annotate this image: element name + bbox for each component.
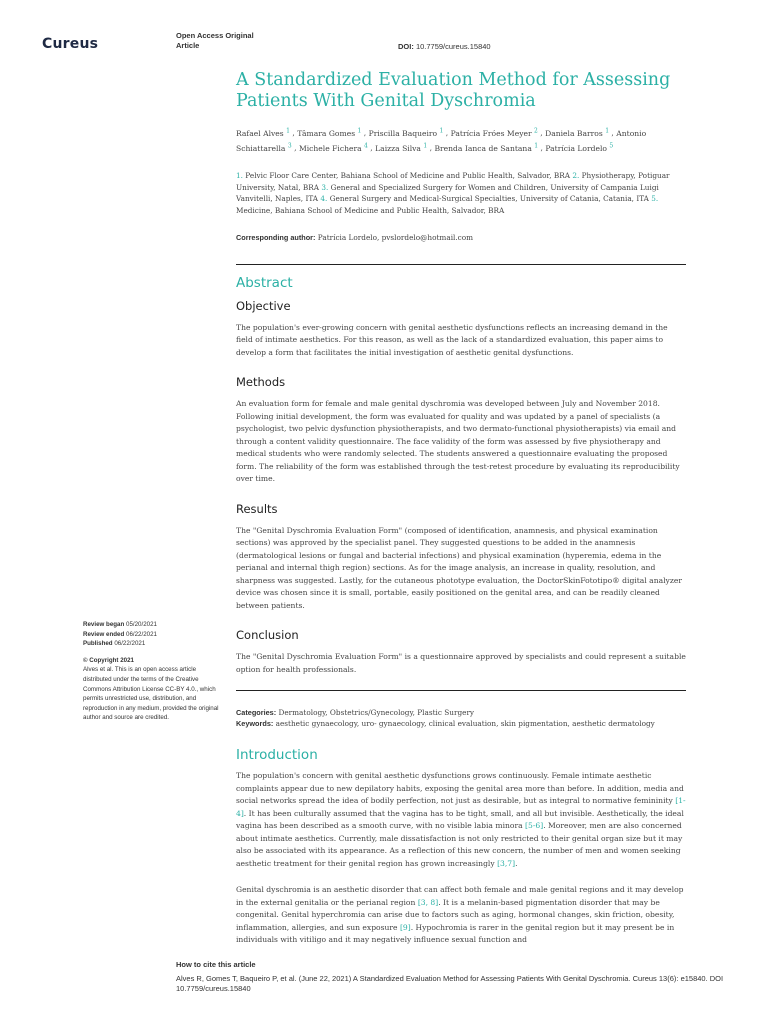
- text-run: Genital dyschromia is an aesthetic disorder that can affect both female and male genital regions and it may develop in the external genitalia or the perianal region: [236, 885, 684, 907]
- affiliation-number: 4.: [320, 194, 328, 204]
- abstract-methods: [236, 375, 686, 486]
- affiliation-number: 1: [534, 142, 539, 150]
- affiliation-text: Medicine, Bahiana School of Medicine and Public Health, Salvador, BRA: [236, 206, 505, 216]
- text-run: .: [515, 858, 518, 868]
- author[interactable]: [236, 129, 290, 138]
- author[interactable]: [451, 129, 538, 138]
- affiliation-number: 1: [423, 142, 428, 150]
- abstract-heading: Abstract: [236, 274, 293, 291]
- section-heading: Objective: [236, 298, 291, 313]
- journal-logo: Cureus: [42, 36, 99, 52]
- author-name: Brenda Ianca de Santana: [434, 143, 532, 153]
- section-text: An evaluation form for female and male genital dyschromia was developed between July and November 2018. Following initial development, the form was evaluated for quality and was updated by a panel of specialists (a psychologist, two pelvic dysfunction physiotherapists, and two dermato-functional physiotherapists) via email and through a content validity questionnaire. The face validity of the form was assessed by five physiotherapy and medical students who were randomly selected. The students answered a questionnaire evaluating the proposed form. The reliability of the form was established through the test-retest procedure by evaluating its reproducibility over time.: [236, 399, 680, 484]
- review-ended-date: 06/22/2021: [126, 630, 157, 638]
- author[interactable]: [434, 144, 538, 153]
- author-name: Tâmara Gomes: [297, 128, 356, 138]
- author[interactable]: [369, 129, 444, 138]
- author[interactable]: [297, 129, 361, 138]
- categories-value: Dermatology, Obstetrics/Gynecology, Plastic Surgery: [278, 708, 475, 718]
- section-heading: Results: [236, 501, 278, 516]
- author[interactable]: [545, 129, 609, 138]
- section-text: The population's ever-growing concern with genital aesthetic dysfunctions reflects an increasing demand in the field of intimate aesthetics. For this reason, as well as the lack of a standardized evaluation, this paper aims to develop a form that facilitates the initial investigation of aesthetic genital dysfunctions.: [236, 322, 668, 357]
- doi: [398, 42, 491, 51]
- author-name: Antonio Schiattarella: [236, 128, 647, 153]
- author[interactable]: [375, 144, 427, 153]
- keywords: [236, 718, 686, 729]
- affiliation-number: 2.: [572, 171, 580, 181]
- author-name: Laizza Silva: [375, 143, 421, 153]
- author-name: Michele Fichera: [298, 143, 362, 153]
- citation-link[interactable]: [1-4]: [236, 796, 686, 818]
- affiliation-number: 1: [357, 127, 362, 134]
- how-to-cite-heading: How to cite this article: [176, 960, 256, 969]
- affiliation-number: 2: [534, 127, 538, 134]
- text-run: . It has been culturally assumed that the vagina has to be tight, small, and all but invisible. Aesthetically, the ideal vagina has been described as a smooth curve, with no visible labia minora: [236, 808, 684, 831]
- article-sidebar: [83, 620, 223, 723]
- article-type-line1: Open Access Original: [176, 31, 254, 40]
- categories-label: Categories:: [236, 708, 277, 718]
- review-began-date: 05/20/2021: [126, 621, 157, 628]
- published: [83, 639, 223, 649]
- doi-value[interactable]: 10.7759/cureus.15840: [415, 42, 491, 51]
- published-label: Published: [83, 640, 113, 648]
- corresponding-author: [236, 233, 686, 242]
- affiliation-text: General and Specialized Surgery for Women and Children, University of Campania Luigi Vanvitelli, Naples, ITA: [236, 182, 659, 204]
- affiliation-number: 3: [287, 142, 292, 150]
- article-main: [236, 70, 686, 947]
- corresponding-value[interactable]: Patrícia Lordelo, pvslordelo@hotmail.com: [317, 232, 474, 242]
- doi-label: DOI:: [398, 42, 414, 51]
- copyright-text: Alves et al. This is an open access article distributed under the terms of the Creative Commons Attribution License CC-BY 4.0., which permits unrestricted use, distribution, and reproduction in any medium, provided the original author and source are credited.: [83, 666, 219, 722]
- divider: [236, 264, 686, 265]
- text-run: The population's concern with genital aesthetic dysfunctions grows continuously. Female intimate aesthetic complaints appear due to new depilatory habits, exposing the genital area more than before. In addition, media and social networks spread the idea of bodily perfection, not just as desirable, but as integral to normative femininity: [236, 771, 684, 806]
- citation-link[interactable]: [3, 8]: [417, 897, 439, 907]
- abstract-conclusion: [236, 628, 686, 676]
- how-to-cite-text: Alves R, Gomes T, Baqueiro P, et al. (June 22, 2021) A Standardized Evaluation Method for Assessing Patients With Genital Dyschromia. Cureus 13(6): e15840. DOI 10.7759/cureus.15840: [176, 973, 724, 993]
- affiliation-number: 4: [364, 142, 368, 150]
- author-list: Rafael Alves $^1$ , Tâmara Gomes $^1$ , Priscilla Baqueiro $^1$ , Patrícia Fróes Meyer $^2$ , Daniela Barros $^1$ , Antonio Schiattarella $^3$ , Michele Fichera $^4$ , Laizza Silva $^1$ , Brenda Ianca de Santana $^1$ , Patrícia Lordelo $^5$: [236, 127, 647, 153]
- keywords-label: Keywords:: [236, 719, 274, 729]
- author-name: Patrícia Fróes Meyer: [450, 128, 532, 138]
- categories-keywords: [236, 707, 686, 729]
- affiliation-number: 1: [286, 127, 290, 134]
- text-run: . It is a melanin-based pigmentation disorder that may be congenital. Genital hyperchromia can arise due to factors such as aging, hormonal changes, skin friction, obesity, inflammation, allergies, and sun exposure: [236, 897, 675, 932]
- affiliation-number: 3.: [321, 182, 329, 192]
- intro-paragraph-1: [236, 770, 686, 870]
- review-ended: [83, 630, 223, 640]
- affiliation-number: 1: [439, 127, 444, 134]
- author-name: Priscilla Baqueiro: [368, 128, 438, 138]
- review-began-label: Review began: [83, 621, 125, 628]
- text-run: . Hypochromia is rarer in the genital region but it may present be in individuals with vitiligo and it may negatively influence sexual function and: [236, 922, 675, 945]
- article-type: [176, 31, 254, 51]
- author[interactable]: [299, 144, 368, 153]
- affiliations: [236, 170, 686, 217]
- author[interactable]: [545, 144, 613, 153]
- affiliation-number: 1: [605, 127, 610, 134]
- citation-link[interactable]: [9]: [399, 922, 411, 932]
- section-heading: Methods: [236, 375, 286, 390]
- author-name: Daniela Barros: [545, 128, 603, 138]
- keywords-value: aesthetic gynaecology, uro- gynaecology, clinical evaluation, skin pigmentation, aesthetic dermatology: [275, 719, 655, 729]
- review-ended-label: Review ended: [83, 630, 125, 638]
- categories: [236, 707, 686, 718]
- copyright-heading: © Copyright 2021: [83, 656, 134, 664]
- title-line2: Patients With Genital Dyschromia: [236, 91, 536, 111]
- published-date: 06/22/2021: [114, 640, 146, 648]
- abstract-objective: [236, 299, 686, 360]
- section-text: The "Genital Dyschromia Evaluation Form" is a questionnaire approved by specialists and could represent a suitable option for health professionals.: [236, 652, 686, 674]
- abstract-results: [236, 502, 686, 613]
- text-run: . Moreover, men are also concerned about intimate aesthetics. Currently, male dissatisfaction is not only restricted to their genital organ size but it may also be associated with its appearance. As a reflection of this new concern, the number of men and women seeking aesthetic treatment for their genital region has grown increasingly: [236, 821, 683, 868]
- affiliation-number: 5: [609, 142, 614, 150]
- affiliation-text: Physiotherapy, Potiguar University, Natal, BRA: [236, 171, 670, 192]
- title-line1: A Standardized Evaluation Method for Assessing: [236, 70, 671, 90]
- citation-link[interactable]: [5-6]: [525, 821, 544, 831]
- section-text: The "Genital Dyschromia Evaluation Form" (composed of identification, anamnesis, and physical examination sections) was approved by the specialist panel. They suggested questions to be added in the anamnesis (dermatological lesions or fungal and bacterial infections) and physical examination (hyperemia, edema in the perianal and internal thigh region) sections. As for the image analysis, an increase in quality, resolution, and sharpness was suggested. Lastly, for the cutaneous phototype evaluation, the DoctorSkinFototipo® digital analyzer device was chosen since it is small, portable, easily positioned on the genital area, and can be readily cleaned between patients.: [236, 525, 682, 610]
- affiliation-number: 5.: [651, 194, 659, 204]
- citation-link[interactable]: [3,7]: [497, 858, 516, 868]
- corresponding-label: Corresponding author:: [236, 232, 316, 242]
- section-heading: Conclusion: [236, 628, 299, 643]
- how-to-cite: [176, 960, 736, 995]
- divider: [236, 690, 686, 691]
- review-began: [83, 620, 223, 630]
- affiliation-text: General Surgery and Medical-Surgical Specialties, University of Catania, Catania, ITA: [329, 194, 649, 204]
- article-type-line2: Article: [176, 41, 200, 50]
- article-title: [236, 70, 686, 112]
- author-name: Patrícia Lordelo: [545, 143, 607, 153]
- author-name: Rafael Alves: [236, 128, 284, 138]
- affiliation-text: Pelvic Floor Care Center, Bahiana School of Medicine and Public Health, Salvador, BRA: [245, 171, 570, 181]
- intro-paragraph-2: [236, 884, 686, 947]
- affiliation-number: 1.: [236, 171, 243, 181]
- introduction-heading: Introduction: [236, 747, 318, 764]
